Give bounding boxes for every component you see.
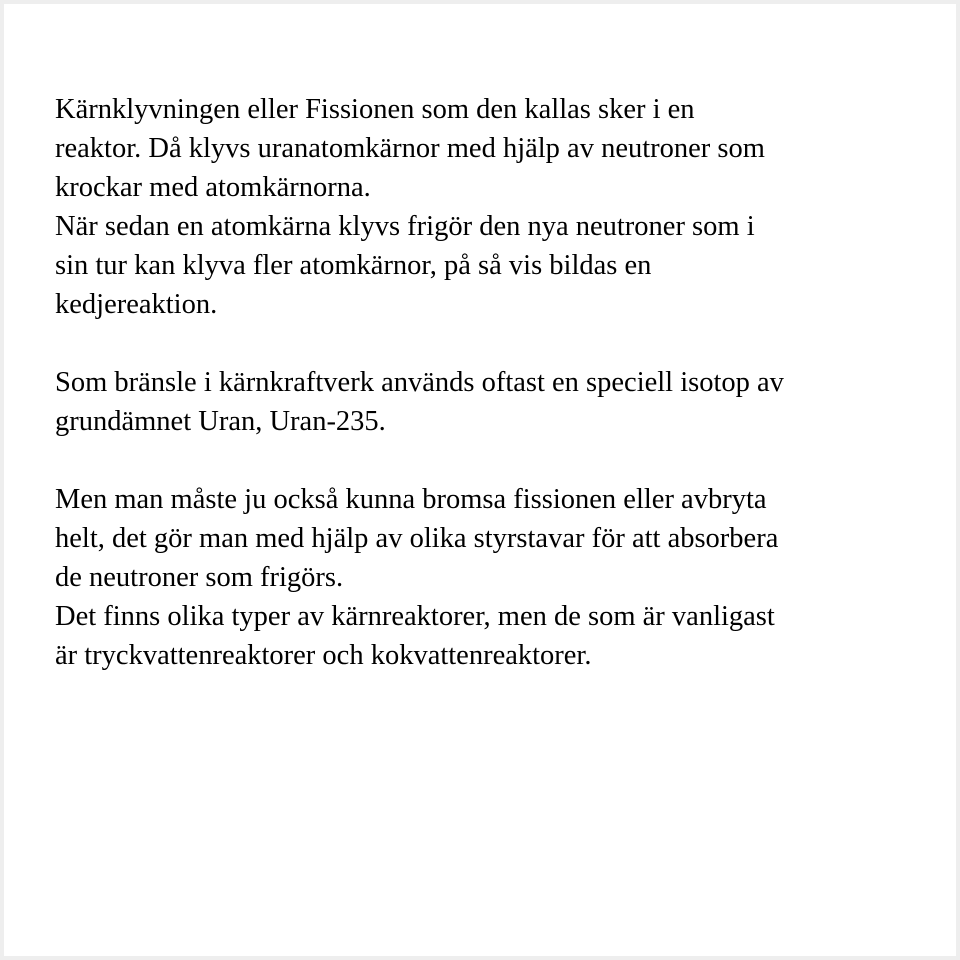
text-line: När sedan en atomkärna klyvs frigör den nya neutroner som i bbox=[55, 211, 755, 242]
paragraph-spacer bbox=[55, 324, 925, 363]
text-line: grundämnet Uran, Uran-235. bbox=[55, 406, 386, 437]
text-line: Men man måste ju också kunna bromsa fissionen eller avbryta bbox=[55, 484, 767, 515]
text-line: Som bränsle i kärnkraftverk används oftast en speciell isotop av bbox=[55, 367, 784, 398]
text-line: reaktor. Då klyvs uranatomkärnor med hjälp av neutroner som bbox=[55, 133, 765, 164]
document-page bbox=[4, 4, 956, 956]
text-line: sin tur kan klyva fler atomkärnor, på så vis bildas en bbox=[55, 250, 652, 281]
text-line: helt, det gör man med hjälp av olika styrstavar för att absorbera bbox=[55, 523, 779, 554]
text-line: krockar med atomkärnorna. bbox=[55, 172, 371, 203]
document-body bbox=[55, 90, 925, 675]
text-line: kedjereaktion. bbox=[55, 289, 218, 320]
paragraph-spacer bbox=[55, 441, 925, 480]
text-line: de neutroner som frigörs. bbox=[55, 562, 344, 593]
paragraph-control-rods bbox=[55, 480, 925, 675]
text-line: Det finns olika typer av kärnreaktorer, men de som är vanligast bbox=[55, 601, 775, 632]
paragraph-fuel bbox=[55, 363, 925, 441]
paragraph-fission-intro bbox=[55, 90, 925, 324]
text-line: Kärnklyvningen eller Fissionen som den kallas sker i en bbox=[55, 94, 695, 125]
text-line: är tryckvattenreaktorer och kokvattenreaktorer. bbox=[55, 640, 592, 671]
